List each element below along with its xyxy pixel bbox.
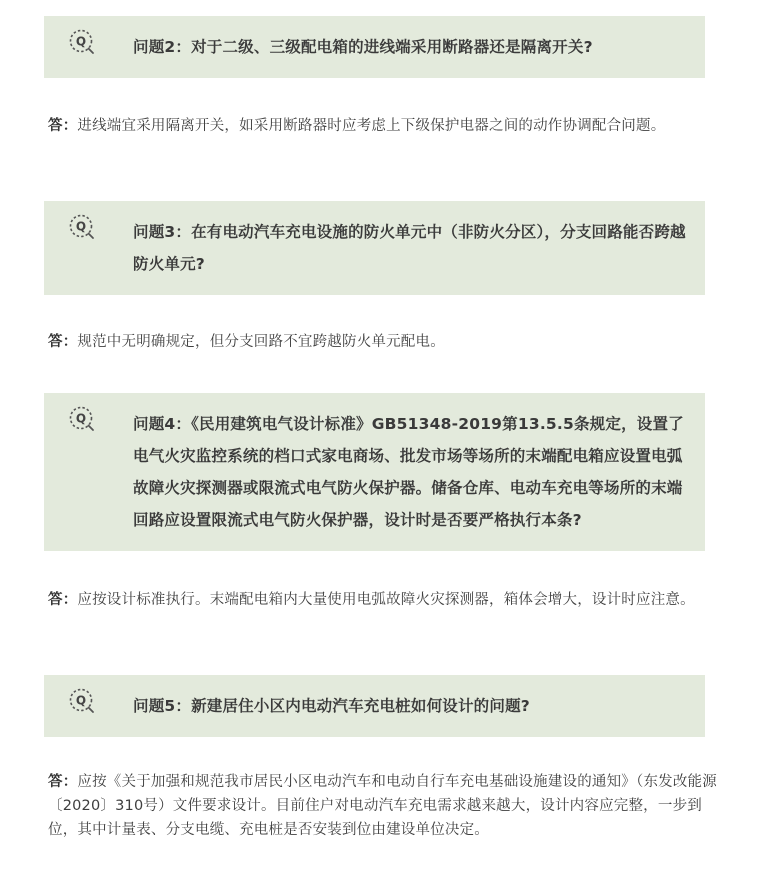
question-box-2 [44,16,705,78]
question-text: 问题4：《民用建筑电气设计标准》GB51348-2019第13.5.5条规定，设置了电气火灾监控系统的档口式家电商场、批发市场等场所的末端配电箱应设置电弧故障火灾探测器或限流式电气防火保护器。储备仓库、电动车充电等场所的末端回路应设置限流式电气防火保护器，设计时是否要严格执行本条? [133,415,684,529]
q-search-icon [68,687,96,715]
answer-text: 应按设计标准执行。末端配电箱内大量使用电弧故障火灾探测器，箱体会增大，设计时应注意。 [77,592,695,608]
answer-4 [48,588,720,612]
q-search-icon [68,213,96,241]
answer-2 [48,114,720,138]
answer-text: 规范中无明确规定，但分支回路不宜跨越防火单元配电。 [77,334,445,350]
svg-text:Q: Q [75,34,87,49]
q-search-icon [68,405,96,433]
answer-text: 应按《关于加强和规范我市居民小区电动汽车和电动自行车充电基础设施建设的通知》（东发改能源〔2020〕310号）文件要求设计。目前住户对电动汽车充电需求越来越大，设计内容应完整，一步到位，其中计量表、分支电缆、充电桩是否安装到位由建设单位决定。 [48,774,717,838]
svg-text:Q: Q [75,219,87,234]
question-box-4 [44,393,705,551]
question-text: 问题5：新建居住小区内电动汽车充电桩如何设计的问题? [133,697,530,715]
answer-5 [48,770,720,842]
answer-label: 答： [48,592,78,608]
question-box-3 [44,201,705,295]
answer-text: 进线端宜采用隔离开关，如采用断路器时应考虑上下级保护电器之间的动作协调配合问题。 [77,118,666,134]
answer-label: 答： [48,334,78,350]
svg-text:Q: Q [75,693,87,708]
answer-3 [48,330,720,354]
question-box-5 [44,675,705,737]
answer-label: 答： [48,118,78,134]
answer-label: 答： [48,774,78,790]
q-search-icon [68,28,96,56]
question-text: 问题2：对于二级、三级配电箱的进线端采用断路器还是隔离开关? [133,38,593,56]
svg-text:Q: Q [75,411,87,426]
question-text: 问题3：在有电动汽车充电设施的防火单元中（非防火分区），分支回路能否跨越防火单元? [133,223,686,273]
